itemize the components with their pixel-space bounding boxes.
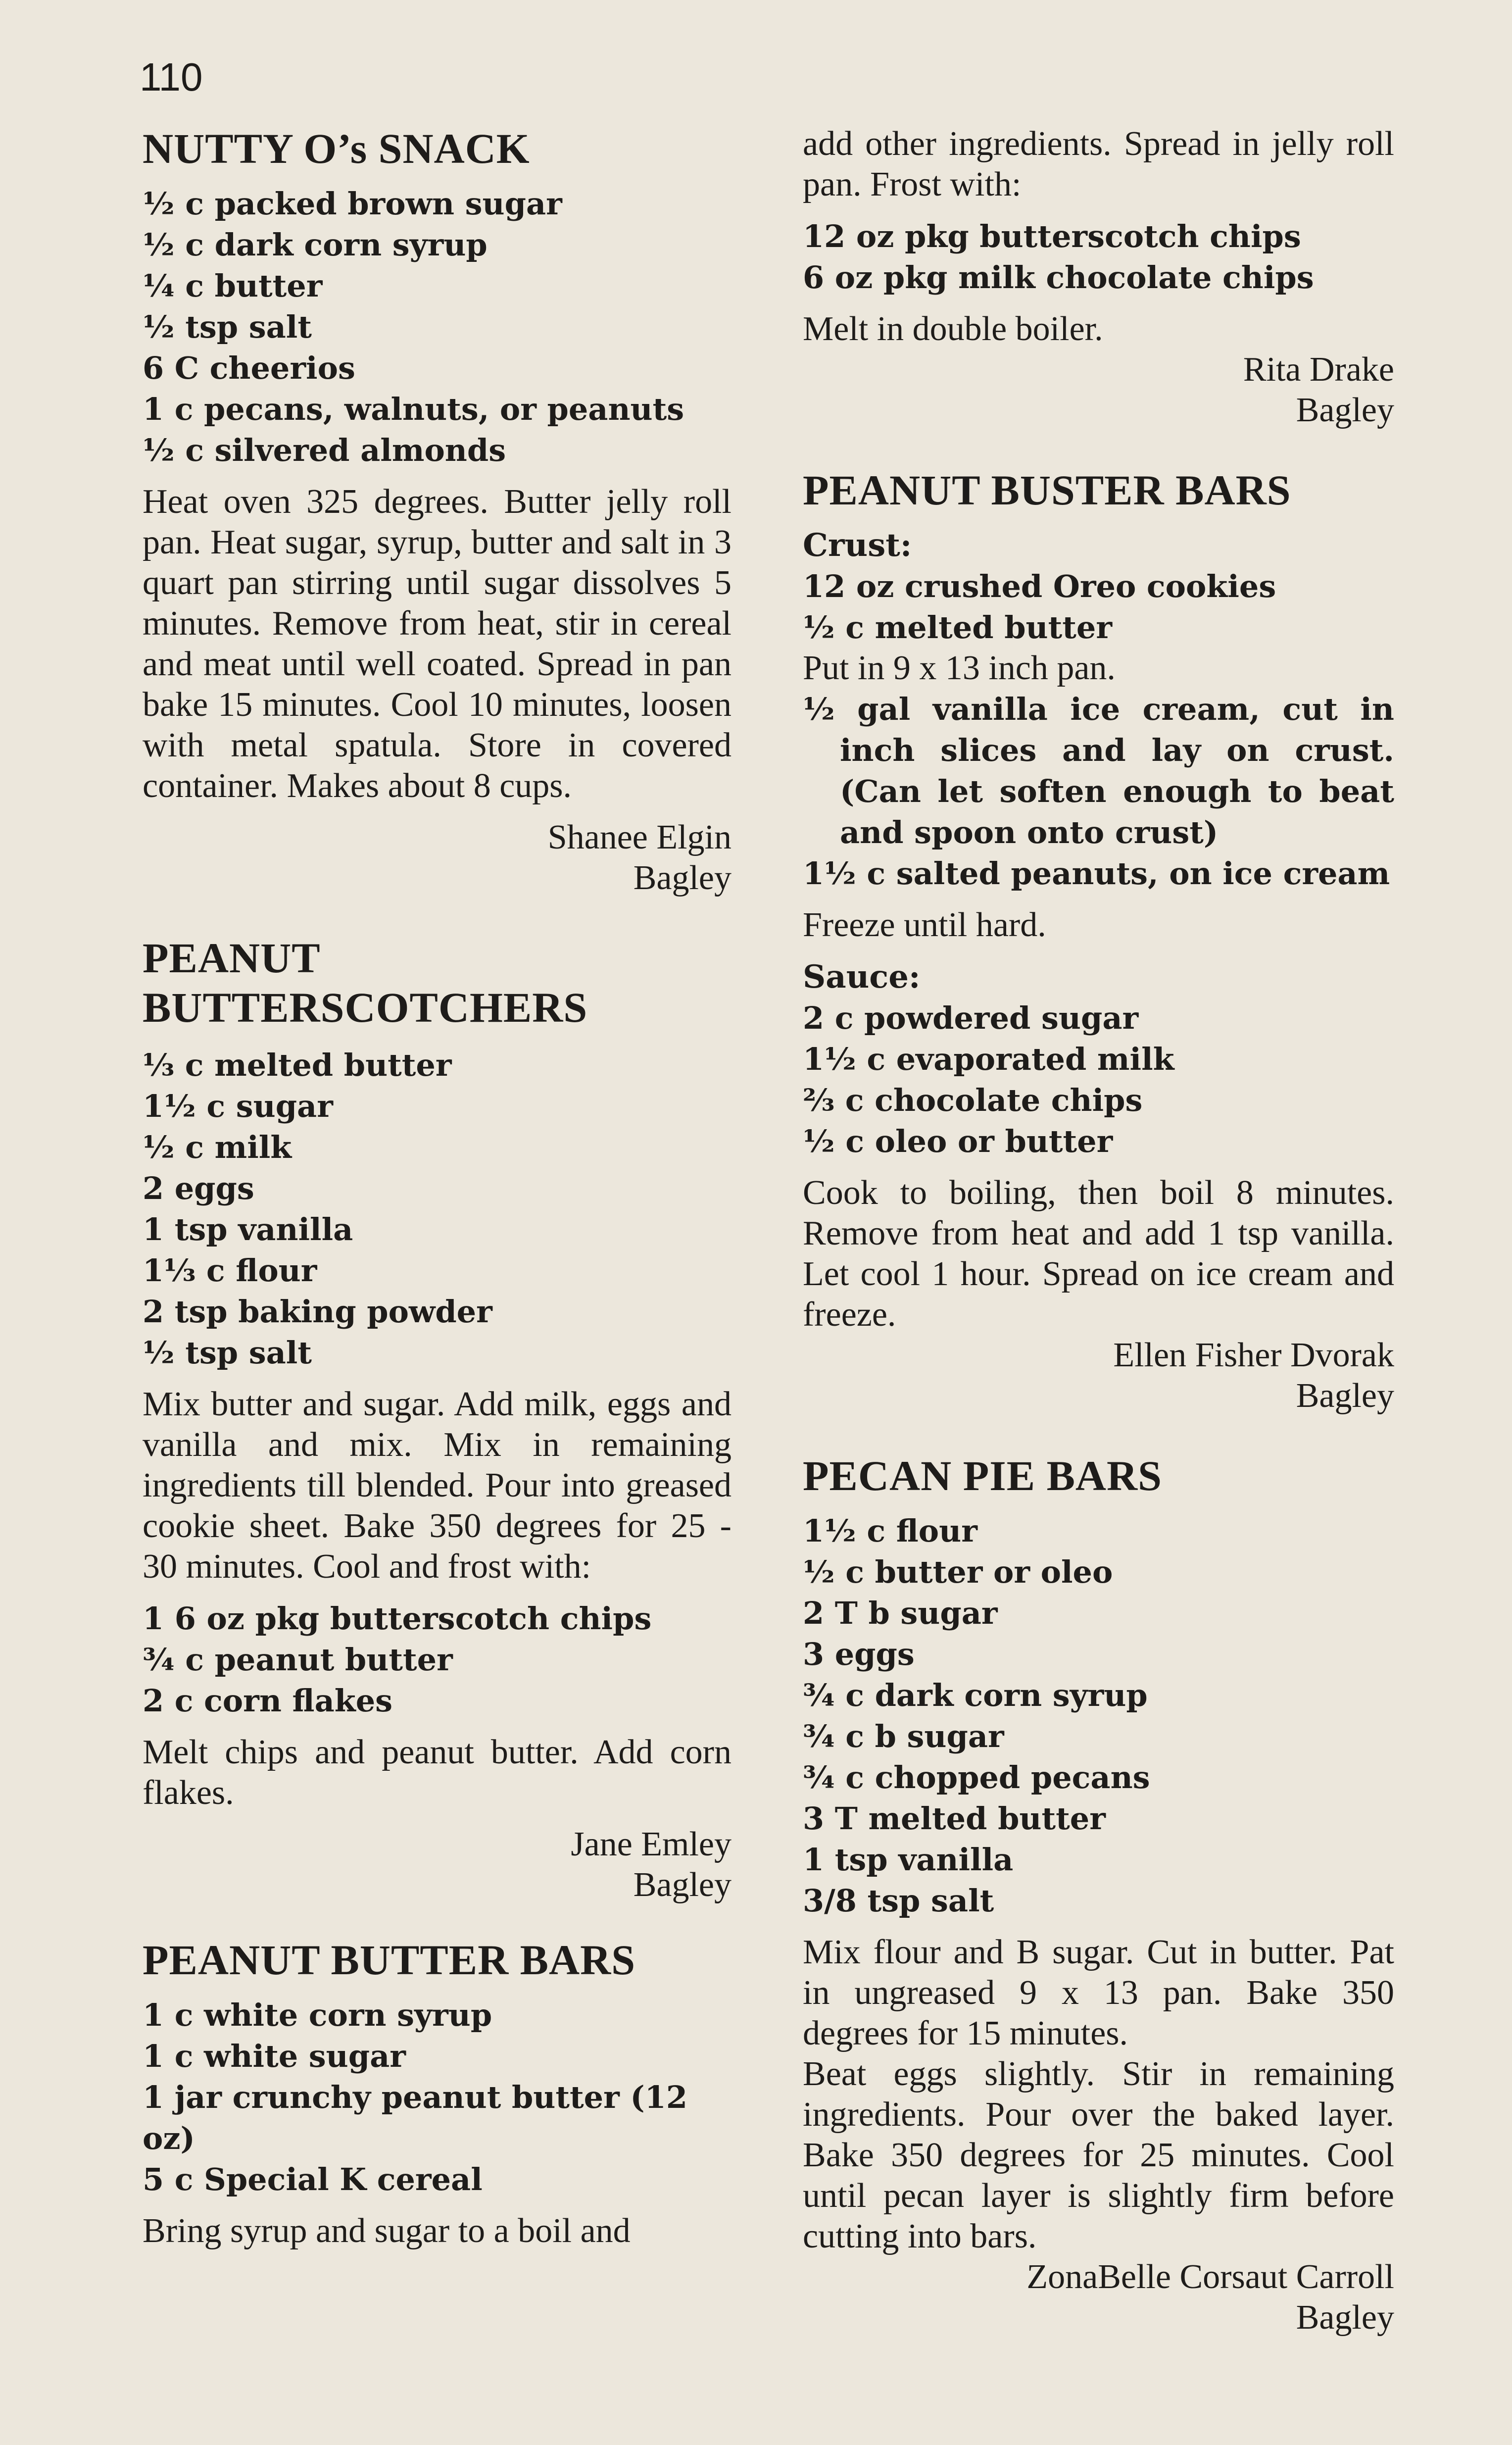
recipe-directions: Mix butter and sugar. Add milk, eggs and vanilla and mix. Mix in remaining ingredients till blended. Pour into greased cookie sheet. Bake 350 degrees for 25 - 30 minutes. Cool and frost with: [143,1385,732,1586]
ingredient: ½ c silvered almonds [143,432,506,468]
crust-note: Put in 9 x 13 inch pan. [803,649,1116,687]
recipe-title: NUTTY O’s SNACK [143,125,530,172]
right-column [803,124,1394,2338]
ingredient: ½ c melted butter [803,609,1113,646]
author-town: Bagley [633,1866,732,1904]
ingredient: 1 6 oz pkg butterscotch chips [143,1600,652,1637]
recipe-attribution [803,1335,1394,1416]
author-name: Ellen Fisher Dvorak [1113,1336,1394,1374]
recipe-attribution [803,349,1394,431]
recipe-peanut-butter-bars [143,1935,732,2251]
ingredient: 3/8 tsp salt [803,1883,994,1919]
ingredient: 2 eggs [143,1170,254,1206]
ingredient: 5 c Special K cereal [143,2161,483,2197]
freeze-instruction: Freeze until hard. [803,906,1046,944]
recipe-title: PEANUT BUTTER BARS [143,1936,636,1984]
ingredient: 1⅓ c flour [143,1252,317,1289]
ingredient: 1 tsp vanilla [803,1842,1014,1878]
recipe-peanut-butter-bars-continued [803,124,1394,431]
ingredient-list [143,1045,732,1373]
author-name: ZonaBelle Corsaut Carroll [1026,2258,1394,2296]
ingredient: ¾ c peanut butter [143,1642,453,1678]
frosting-list [803,216,1394,298]
frosting-directions: Melt chips and peanut butter. Add corn flakes. [143,1733,732,1812]
ingredient: 12 oz crushed Oreo cookies [803,568,1276,604]
ingredient: ¾ c dark corn syrup [803,1677,1148,1713]
ingredient: 2 tsp baking powder [143,1294,492,1330]
recipe-title-line: BUTTERSCOTCHERS [143,984,588,1031]
recipe-peanut-buster-bars [803,465,1394,1416]
ingredient: ½ tsp salt [143,1335,312,1371]
recipe-title: PECAN PIE BARS [803,1452,1162,1499]
ingredient: 1½ c flour [803,1513,977,1549]
ingredient: ½ tsp salt [143,309,312,345]
recipe-peanut-butterscotchers [143,933,732,1905]
author-town: Bagley [1296,391,1394,429]
ingredient: 6 C cheerios [143,350,355,386]
ingredient: ¼ c butter [143,268,323,304]
recipe-directions: Heat oven 325 degrees. Butter jelly roll pan. Heat sugar, syrup, butter and salt in 3 quart pan stirring until sugar dissolves 5 minutes. Remove from heat, stir in cereal and meat until well coated. Spread in pan bake 15 minutes. Cool 10 minutes, loosen with metal spatula. Store in covered container. Makes about 8 cups. [143,483,732,805]
recipe-directions: Mix flour and B sugar. Cut in butter. Pat in ungreased 9 x 13 pan. Bake 350 degrees for 15 minutes. [803,1933,1394,2052]
frosting-directions: Melt in double boiler. [803,310,1103,348]
recipe-directions: Cook to boiling, then boil 8 minutes. Remove from heat and add 1 tsp vanilla. Let cool 1 hour. Spread on ice cream and freeze. [803,1174,1394,1334]
ingredient: 1½ c evaporated milk [803,1041,1174,1077]
ingredient: 1½ c sugar [143,1088,333,1124]
recipe-attribution [803,2257,1394,2338]
ingredient-list [803,1510,1394,1921]
ingredient: ½ c milk [143,1129,292,1165]
crust-list [803,566,1394,648]
ingredient: 1½ c salted peanuts, on ice cream [803,855,1390,892]
frosting-list [143,1598,732,1721]
author-name: Jane Emley [571,1825,732,1863]
ingredient: 1 jar crunchy peanut butter (12 oz) [143,2079,687,2156]
recipe-nutty-os-snack [143,124,732,898]
ingredient: ⅔ c chocolate chips [803,1082,1143,1118]
ingredient: ½ c butter or oleo [803,1554,1113,1590]
ingredient: 2 T b sugar [803,1595,998,1631]
author-town: Bagley [1296,2298,1394,2337]
recipe-title: PEANUT BUSTER BARS [803,466,1291,514]
ingredient: ½ c dark corn syrup [143,227,488,263]
recipe-directions-continued: add other ingredients. Spread in jelly roll pan. Frost with: [803,125,1394,203]
recipe-directions-second: Beat eggs slightly. Stir in remaining ingredients. Pour over the baked layer. Bake 350 degrees for 25 minutes. Cool until pecan layer is slightly firm before cutting into bars. [803,2055,1394,2255]
recipe-directions: Bring syrup and sugar to a boil and [143,2212,631,2250]
ingredient: 2 c corn flakes [143,1683,393,1719]
ingredient: 1 c white sugar [143,2038,406,2074]
left-column [143,124,732,2262]
ingredient: ¾ c b sugar [803,1718,1004,1754]
recipe-title-line: PEANUT [143,934,321,982]
ingredient: 3 T melted butter [803,1800,1106,1837]
author-name: Shanee Elgin [547,818,732,856]
page-number: 110 [140,55,203,99]
ingredient: 1 tsp vanilla [143,1211,353,1247]
ingredient: 1 c white corn syrup [143,1997,492,2033]
author-town: Bagley [1296,1377,1394,1415]
filling-list [803,689,1394,894]
crust-label: Crust: [803,527,912,564]
recipe-attribution [143,817,732,898]
ingredient-list [143,183,732,471]
ingredient: 12 oz pkg butterscotch chips [803,218,1301,254]
recipe-title [143,933,732,1032]
sauce-label: Sauce: [803,958,921,996]
ingredient: ⅓ c melted butter [143,1047,452,1083]
ingredient: ½ c packed brown sugar [143,186,562,222]
recipe-attribution [143,1824,732,1905]
author-town: Bagley [633,859,732,897]
ingredient: 3 eggs [803,1636,915,1672]
ingredient: 6 oz pkg milk chocolate chips [803,259,1314,296]
ingredient: 2 c powdered sugar [803,1000,1139,1036]
ingredient: ½ c oleo or butter [803,1123,1113,1159]
sauce-list [803,998,1394,1162]
ingredient: ½ gal vanilla ice cream, cut in inch slices and lay on crust. (Can let soften enough to beat and spoon onto crust) [803,691,1394,850]
ingredient: ¾ c chopped pecans [803,1759,1150,1796]
ingredient-list [143,1995,732,2200]
recipe-pecan-pie-bars [803,1451,1394,2338]
ingredient: 1 c pecans, walnuts, or peanuts [143,391,684,427]
author-name: Rita Drake [1243,350,1394,389]
